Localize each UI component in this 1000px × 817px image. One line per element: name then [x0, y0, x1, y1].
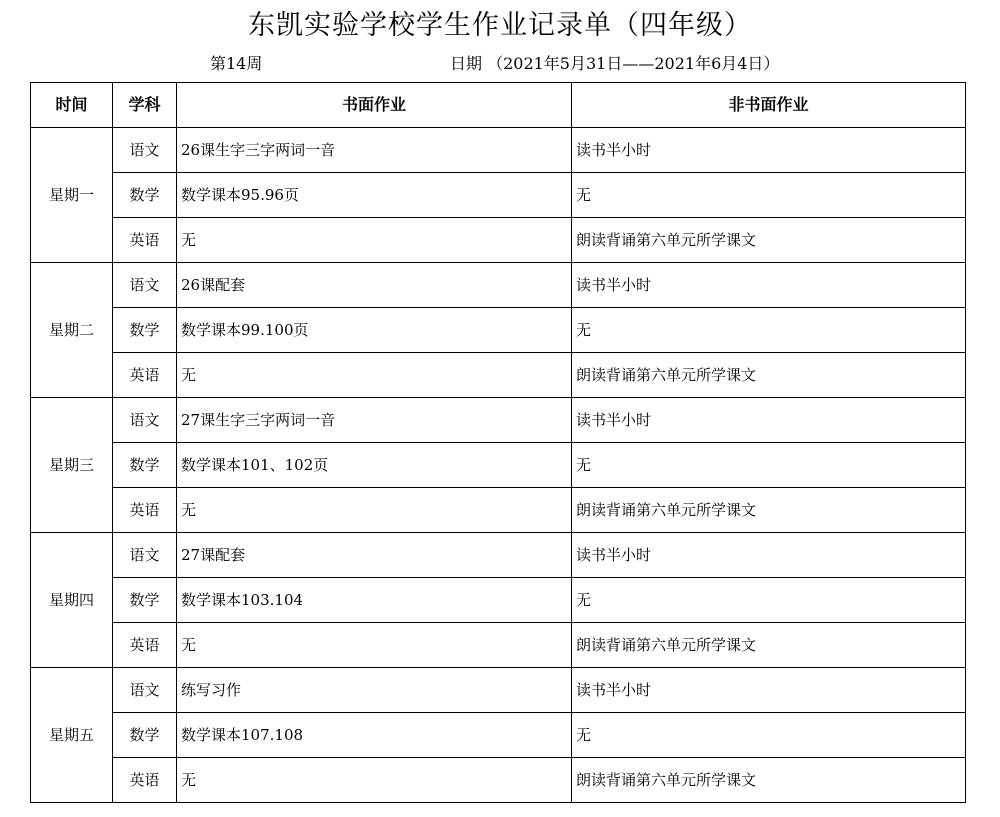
table-row — [31, 668, 966, 713]
subject-cell: 英语 — [113, 623, 177, 668]
written-homework-cell: 无 — [177, 758, 572, 803]
table-body — [31, 128, 966, 803]
nonwritten-homework-cell: 无 — [572, 173, 966, 218]
table-row — [31, 353, 966, 398]
table-row — [31, 623, 966, 668]
nonwritten-homework-cell: 读书半小时 — [572, 533, 966, 578]
date-range-label: 日期 （2021年5月31日——2021年6月4日） — [450, 54, 780, 73]
nonwritten-homework-cell: 朗读背诵第六单元所学课文 — [572, 488, 966, 533]
week-label: 第14周 — [210, 54, 263, 73]
table-row — [31, 128, 966, 173]
table-header-row — [31, 83, 966, 128]
written-homework-cell: 数学课本107.108 — [177, 713, 572, 758]
day-cell: 星期四 — [31, 533, 113, 668]
written-homework-cell: 无 — [177, 218, 572, 263]
table-row — [31, 173, 966, 218]
nonwritten-homework-cell: 读书半小时 — [572, 398, 966, 443]
day-cell: 星期三 — [31, 398, 113, 533]
written-homework-cell: 数学课本101、102页 — [177, 443, 572, 488]
header-subject: 学科 — [113, 83, 177, 128]
written-homework-cell: 26课生字三字两词一音 — [177, 128, 572, 173]
written-homework-cell: 27课配套 — [177, 533, 572, 578]
table-row — [31, 218, 966, 263]
table-row — [31, 263, 966, 308]
nonwritten-homework-cell: 朗读背诵第六单元所学课文 — [572, 218, 966, 263]
subject-cell: 数学 — [113, 173, 177, 218]
subject-cell: 语文 — [113, 128, 177, 173]
subject-cell: 语文 — [113, 668, 177, 713]
written-homework-cell: 数学课本95.96页 — [177, 173, 572, 218]
subject-cell: 英语 — [113, 218, 177, 263]
subject-cell: 英语 — [113, 758, 177, 803]
table-row — [31, 533, 966, 578]
written-homework-cell: 无 — [177, 488, 572, 533]
header-time: 时间 — [31, 83, 113, 128]
table-row — [31, 398, 966, 443]
nonwritten-homework-cell: 读书半小时 — [572, 128, 966, 173]
nonwritten-homework-cell: 读书半小时 — [572, 263, 966, 308]
nonwritten-homework-cell: 无 — [572, 308, 966, 353]
written-homework-cell: 无 — [177, 353, 572, 398]
table-row — [31, 443, 966, 488]
subject-cell: 英语 — [113, 488, 177, 533]
header-nonwritten-homework: 非书面作业 — [572, 83, 966, 128]
subject-cell: 语文 — [113, 398, 177, 443]
subject-cell: 数学 — [113, 713, 177, 758]
header-written-homework: 书面作业 — [177, 83, 572, 128]
nonwritten-homework-cell: 朗读背诵第六单元所学课文 — [572, 623, 966, 668]
table-row — [31, 713, 966, 758]
written-homework-cell: 数学课本103.104 — [177, 578, 572, 623]
subject-cell: 语文 — [113, 263, 177, 308]
subject-cell: 数学 — [113, 308, 177, 353]
subject-cell: 语文 — [113, 533, 177, 578]
table-row — [31, 578, 966, 623]
written-homework-cell: 无 — [177, 623, 572, 668]
day-cell: 星期二 — [31, 263, 113, 398]
homework-table — [30, 82, 966, 803]
written-homework-cell: 数学课本99.100页 — [177, 308, 572, 353]
table-row — [31, 488, 966, 533]
document-title: 东凯实验学校学生作业记录单（四年级） — [248, 10, 752, 41]
day-cell: 星期一 — [31, 128, 113, 263]
nonwritten-homework-cell: 朗读背诵第六单元所学课文 — [572, 758, 966, 803]
written-homework-cell: 26课配套 — [177, 263, 572, 308]
nonwritten-homework-cell: 朗读背诵第六单元所学课文 — [572, 353, 966, 398]
table-row — [31, 758, 966, 803]
subject-cell: 英语 — [113, 353, 177, 398]
subject-cell: 数学 — [113, 578, 177, 623]
nonwritten-homework-cell: 无 — [572, 443, 966, 488]
nonwritten-homework-cell: 读书半小时 — [572, 668, 966, 713]
written-homework-cell: 27课生字三字两词一音 — [177, 398, 572, 443]
written-homework-cell: 练写习作 — [177, 668, 572, 713]
day-cell: 星期五 — [31, 668, 113, 803]
table-row — [31, 308, 966, 353]
nonwritten-homework-cell: 无 — [572, 713, 966, 758]
subject-cell: 数学 — [113, 443, 177, 488]
nonwritten-homework-cell: 无 — [572, 578, 966, 623]
